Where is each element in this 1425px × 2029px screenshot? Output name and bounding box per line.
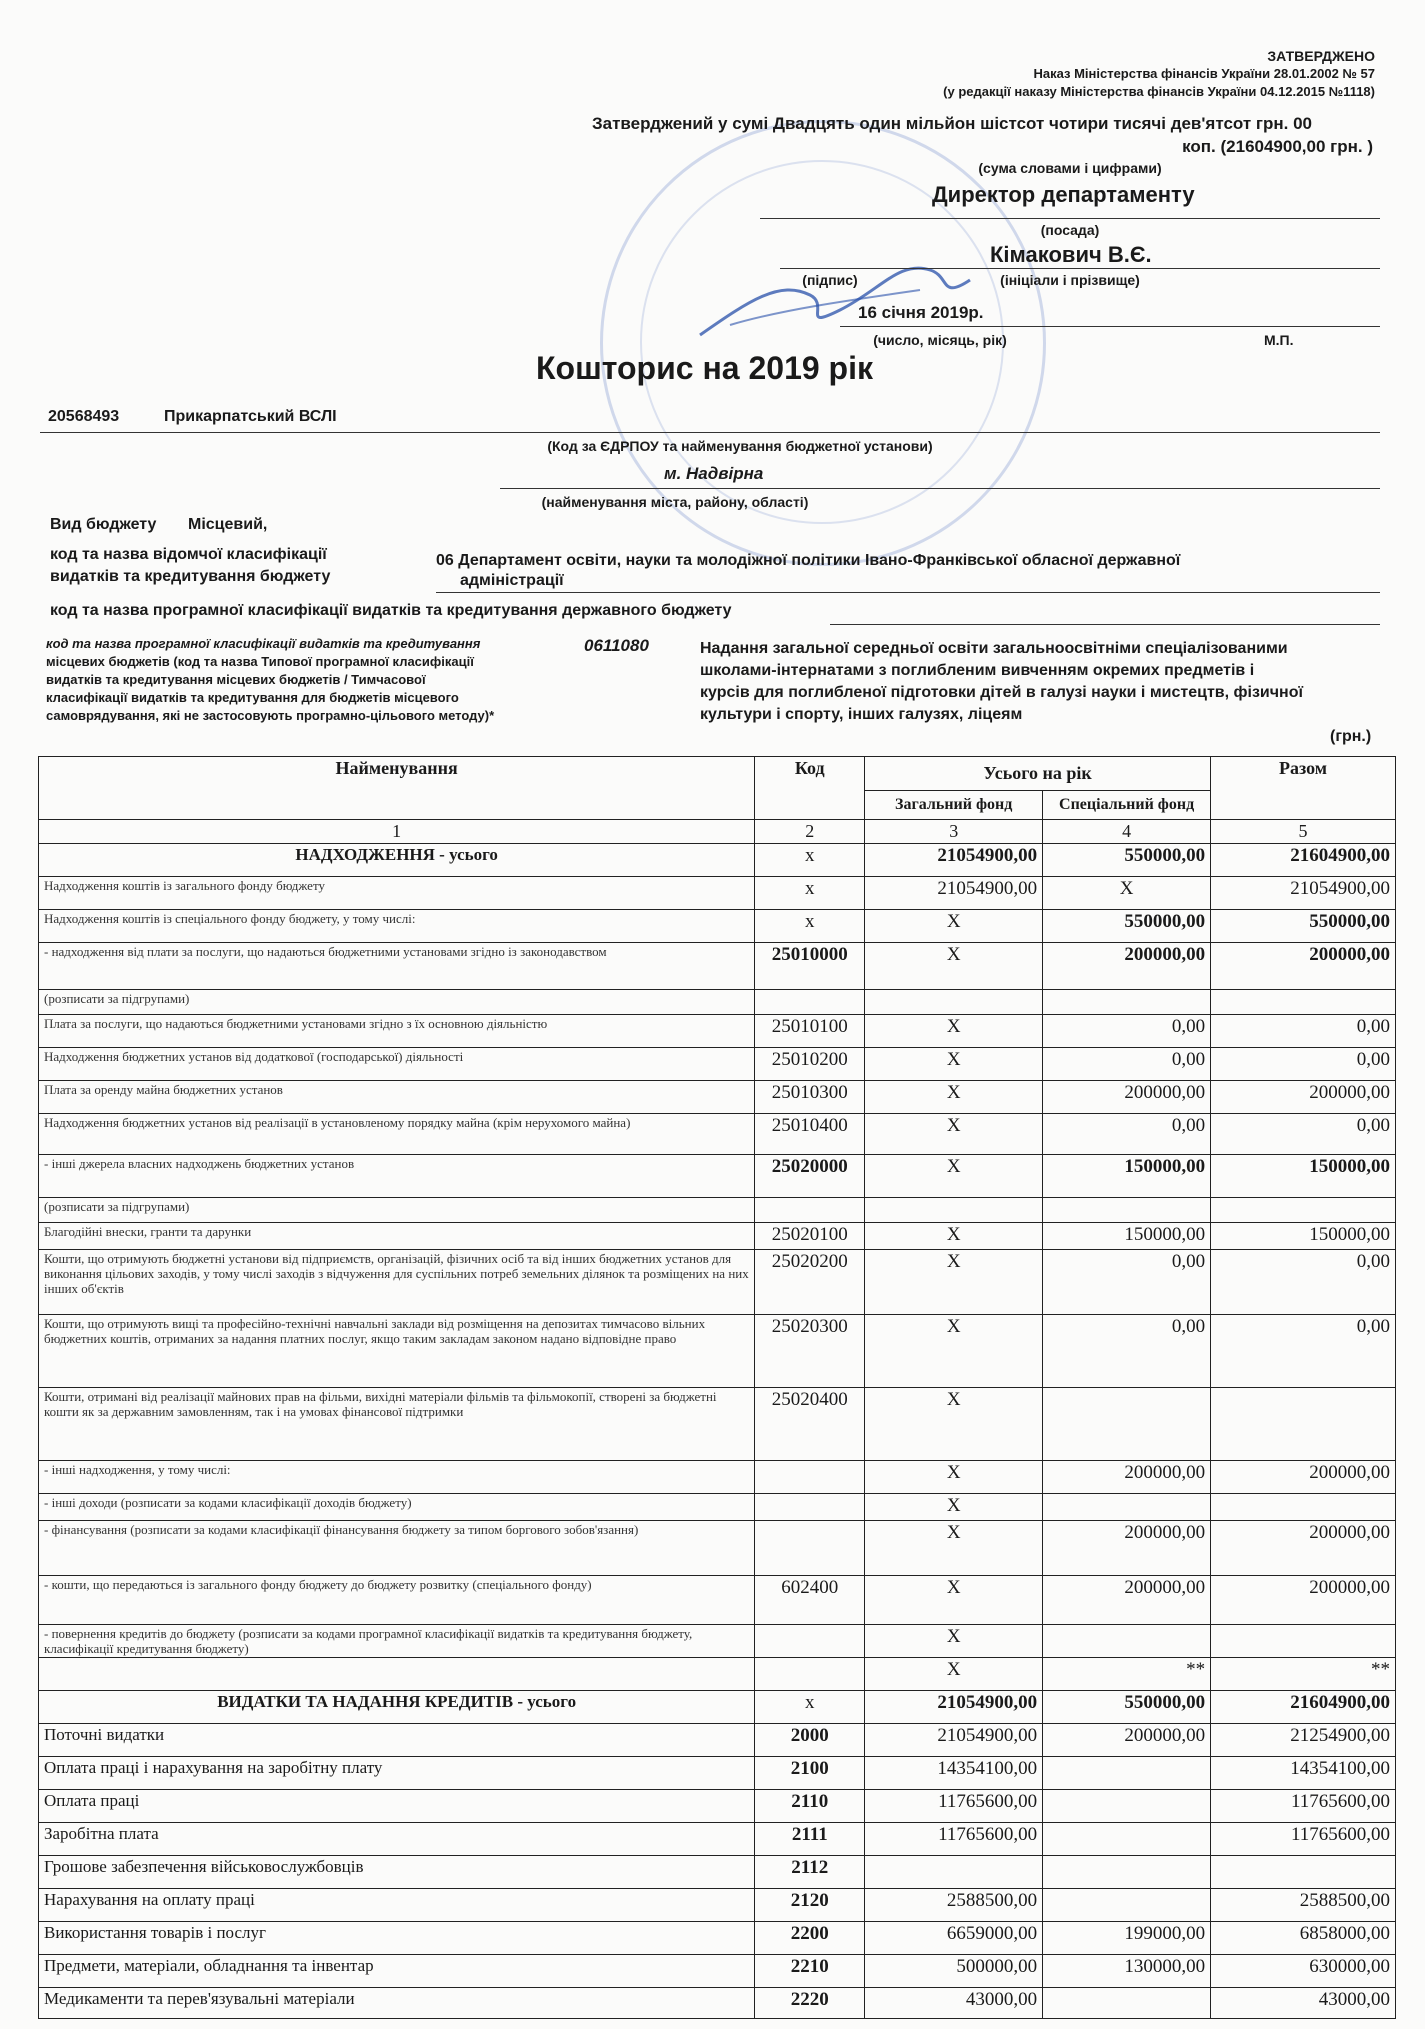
row-special-fund xyxy=(1043,1198,1211,1223)
row-code: 2200 xyxy=(755,1922,865,1955)
row-name: Предмети, матеріали, обладнання та інвентар xyxy=(39,1955,755,1988)
name-underline xyxy=(780,268,1380,269)
table-row xyxy=(39,1155,1396,1198)
row-total: 630000,00 xyxy=(1211,1955,1396,1988)
row-special-fund xyxy=(1043,1494,1211,1521)
row-general-fund: Х xyxy=(865,1576,1043,1625)
row-code: 25020400 xyxy=(755,1388,865,1461)
row-code: 602400 xyxy=(755,1576,865,1625)
signature-caption: (підпис) xyxy=(802,272,858,288)
table-row xyxy=(39,1625,1396,1658)
row-general-fund: 11765600,00 xyxy=(865,1823,1043,1856)
row-general-fund: 21054900,00 xyxy=(865,877,1043,910)
row-special-fund xyxy=(1043,1388,1211,1461)
row-code xyxy=(755,1494,865,1521)
approval-amount-line2: коп. (21604900,00 грн. ) xyxy=(1182,137,1373,156)
row-general-fund: Х xyxy=(865,1315,1043,1388)
row-general-fund: Х xyxy=(865,1461,1043,1494)
row-name: Плата за оренду майна бюджетних установ xyxy=(39,1081,755,1114)
row-name: Благодійні внески, гранти та дарунки xyxy=(39,1223,755,1250)
row-name: Використання товарів і послуг xyxy=(39,1922,755,1955)
row-special-fund: 0,00 xyxy=(1043,1015,1211,1048)
row-name: Медикаменти та перев'язувальні матеріали xyxy=(39,1988,755,2019)
table-row xyxy=(39,1823,1396,1856)
table-row xyxy=(39,844,1396,877)
table-row xyxy=(39,1048,1396,1081)
row-special-fund: ** xyxy=(1043,1658,1211,1691)
row-total: 0,00 xyxy=(1211,1250,1396,1315)
header-num-3: 3 xyxy=(865,820,1043,844)
row-name: Надходження коштів із спеціального фонду бюджету, у тому числі: xyxy=(39,910,755,943)
header-num-4: 4 xyxy=(1043,820,1211,844)
row-code xyxy=(755,1521,865,1576)
row-code: х xyxy=(755,910,865,943)
row-name: НАДХОДЖЕННЯ - усього xyxy=(39,844,755,877)
row-name: Плата за послуги, що надаються бюджетними установами згідно з їх основною діяльністю xyxy=(39,1015,755,1048)
approver-position: Директор департаменту xyxy=(932,182,1195,207)
row-code: 2120 xyxy=(755,1889,865,1922)
row-special-fund: 150000,00 xyxy=(1043,1223,1211,1250)
row-total: ** xyxy=(1211,1658,1396,1691)
table-row xyxy=(39,1521,1396,1576)
table-row xyxy=(39,943,1396,990)
table-row xyxy=(39,1757,1396,1790)
table-row xyxy=(39,1988,1396,2019)
row-special-fund xyxy=(1043,1625,1211,1658)
row-name: - повернення кредитів до бюджету (розписати за кодами програмної класифікації видатків та кредитування бюджету, класифікації кредитування бюджету) xyxy=(39,1625,755,1658)
city-underline xyxy=(500,488,1380,489)
table-row xyxy=(39,1691,1396,1724)
row-special-fund: 550000,00 xyxy=(1043,910,1211,943)
table-row xyxy=(39,1223,1396,1250)
dept-label-1: код та назва відомчої класифікації xyxy=(50,546,327,563)
name-caption: (ініціали і прізвище) xyxy=(1000,272,1140,288)
row-total: 200000,00 xyxy=(1211,1081,1396,1114)
row-code xyxy=(755,1658,865,1691)
row-name: - надходження від плати за послуги, що надаються бюджетними установами згідно із законодавством xyxy=(39,943,755,990)
row-total: 200000,00 xyxy=(1211,1461,1396,1494)
row-general-fund: 43000,00 xyxy=(865,1988,1043,2019)
row-general-fund: Х xyxy=(865,1250,1043,1315)
document-title: Кошторис на 2019 рік xyxy=(536,350,873,386)
table-row xyxy=(39,1576,1396,1625)
row-general-fund: 2588500,00 xyxy=(865,1889,1043,1922)
row-name: Надходження бюджетних установ від реалізації в установленому порядку майна (крім нерухомого майна) xyxy=(39,1114,755,1155)
row-general-fund: 21054900,00 xyxy=(865,1691,1043,1724)
header-name: Найменування xyxy=(39,757,755,820)
row-code: 25010000 xyxy=(755,943,865,990)
row-code: 25020200 xyxy=(755,1250,865,1315)
row-name: (розписати за підгрупами) xyxy=(39,990,755,1015)
row-code xyxy=(755,1198,865,1223)
row-general-fund: Х xyxy=(865,1494,1043,1521)
dept-value-1: 06 Департамент освіти, науки та молодіжної політики Івано-Франківської обласної державної xyxy=(436,552,1181,569)
row-general-fund: 14354100,00 xyxy=(865,1757,1043,1790)
row-special-fund: Х xyxy=(1043,877,1211,910)
row-general-fund: Х xyxy=(865,1015,1043,1048)
header-num-1: 1 xyxy=(39,820,755,844)
table-row xyxy=(39,1724,1396,1757)
row-special-fund: 200000,00 xyxy=(1043,943,1211,990)
local-prog-label-1: код та назва програмної класифікації видатків та кредитування xyxy=(46,636,481,651)
row-special-fund xyxy=(1043,1823,1211,1856)
row-code: 25010200 xyxy=(755,1048,865,1081)
row-total: 0,00 xyxy=(1211,1315,1396,1388)
row-total: 200000,00 xyxy=(1211,943,1396,990)
dept-value-2: адміністрації xyxy=(460,572,564,589)
row-general-fund: 11765600,00 xyxy=(865,1790,1043,1823)
budget-type-value: Місцевий, xyxy=(188,516,268,533)
budget-type-label: Вид бюджету xyxy=(50,516,157,533)
row-name: Кошти, що отримують бюджетні установи від підприємств, організацій, фізичних осіб та від інших бюджетних установ для виконання цільових заходів, у тому числі заходів з відчуження для суспільних потреб земельних ділянок та розміщених на них інших об'єктів xyxy=(39,1250,755,1315)
row-special-fund: 550000,00 xyxy=(1043,844,1211,877)
table-row xyxy=(39,1922,1396,1955)
row-code: х xyxy=(755,877,865,910)
row-total: 11765600,00 xyxy=(1211,1790,1396,1823)
local-prog-label-3: видатків та кредитування місцевих бюджетів / Тимчасової xyxy=(46,672,426,687)
table-row xyxy=(39,1015,1396,1048)
row-code: 25010400 xyxy=(755,1114,865,1155)
row-general-fund: 6659000,00 xyxy=(865,1922,1043,1955)
row-code: 25020000 xyxy=(755,1155,865,1198)
row-general-fund: Х xyxy=(865,1625,1043,1658)
table-row xyxy=(39,910,1396,943)
row-special-fund: 200000,00 xyxy=(1043,1461,1211,1494)
institution-city: м. Надвірна xyxy=(664,464,764,483)
row-special-fund: 199000,00 xyxy=(1043,1922,1211,1955)
row-general-fund: Х xyxy=(865,1223,1043,1250)
institution-underline xyxy=(40,432,1380,433)
row-name: - інші доходи (розписати за кодами класифікації доходів бюджету) xyxy=(39,1494,755,1521)
row-special-fund xyxy=(1043,1790,1211,1823)
header-general-fund: Загальний фонд xyxy=(865,790,1043,819)
row-general-fund: Х xyxy=(865,910,1043,943)
row-total: 21604900,00 xyxy=(1211,1691,1396,1724)
row-special-fund xyxy=(1043,1757,1211,1790)
row-code: 25020300 xyxy=(755,1315,865,1388)
row-code xyxy=(755,1461,865,1494)
row-general-fund: Х xyxy=(865,1521,1043,1576)
row-general-fund: Х xyxy=(865,943,1043,990)
row-name: Кошти, що отримують вищі та професійно-технічні навчальні заклади від розміщення на депозитах тимчасово вільних бюджетних коштів, отриманих за надання платних послуг, якщо таким закладам законом надано відповідне право xyxy=(39,1315,755,1388)
row-total xyxy=(1211,1388,1396,1461)
row-total xyxy=(1211,990,1396,1015)
date-underline xyxy=(840,326,1380,327)
row-name: - інші надходження, у тому числі: xyxy=(39,1461,755,1494)
header-num-2: 2 xyxy=(755,820,865,844)
row-special-fund xyxy=(1043,1988,1211,2019)
row-general-fund: Х xyxy=(865,1658,1043,1691)
row-name: Кошти, отримані від реалізації майнових прав на фільми, вихідні матеріали фільмів та фільмокопії, створені за бюджетні кошти як за державним замовленням, так і на умовах фінансової підтримки xyxy=(39,1388,755,1461)
amount-caption: (сума словами і цифрами) xyxy=(978,160,1162,176)
row-total xyxy=(1211,1856,1396,1889)
position-caption: (посада) xyxy=(1040,222,1100,238)
row-general-fund xyxy=(865,1198,1043,1223)
table-row xyxy=(39,990,1396,1015)
header-sum: Разом xyxy=(1211,757,1396,820)
position-underline xyxy=(760,218,1380,219)
dept-label-2: видатків та кредитування бюджету xyxy=(50,568,331,585)
approval-title: ЗАТВЕРДЖЕНО xyxy=(1267,48,1375,64)
row-total: 2588500,00 xyxy=(1211,1889,1396,1922)
row-total: 200000,00 xyxy=(1211,1576,1396,1625)
row-total: 21604900,00 xyxy=(1211,844,1396,877)
row-name: Оплата праці і нарахування на заробітну плату xyxy=(39,1757,755,1790)
row-total: 0,00 xyxy=(1211,1114,1396,1155)
row-name: ВИДАТКИ ТА НАДАННЯ КРЕДИТІВ - усього xyxy=(39,1691,755,1724)
row-special-fund: 0,00 xyxy=(1043,1114,1211,1155)
local-prog-label-2: місцевих бюджетів (код та назва Типової програмної класифікації xyxy=(46,654,474,669)
approval-order-edit: (у редакції наказу Міністерства фінансів України 04.12.2015 №1118) xyxy=(943,84,1375,99)
approval-amount-line1: Затверджений у сумі Двадцять один мільйон шістсот чотири тисячі дев'ятсот грн. 00 xyxy=(592,114,1313,133)
row-total: 0,00 xyxy=(1211,1048,1396,1081)
row-name: - фінансування (розписати за кодами класифікації фінансування бюджету за типом боргового зобов'язання) xyxy=(39,1521,755,1576)
row-special-fund: 200000,00 xyxy=(1043,1081,1211,1114)
local-prog-value-1: Надання загальної середньої освіти загальноосвітніми спеціалізованими xyxy=(700,640,1288,657)
header-num-5: 5 xyxy=(1211,820,1396,844)
date-caption: (число, місяць, рік) xyxy=(873,332,1007,348)
table-row xyxy=(39,1955,1396,1988)
row-special-fund: 200000,00 xyxy=(1043,1724,1211,1757)
row-special-fund: 550000,00 xyxy=(1043,1691,1211,1724)
row-special-fund xyxy=(1043,990,1211,1015)
row-special-fund xyxy=(1043,1889,1211,1922)
dept-underline xyxy=(436,592,1380,593)
unit-label: (грн.) xyxy=(1330,728,1372,745)
table-row xyxy=(39,1461,1396,1494)
estimate-table xyxy=(38,756,1396,2019)
row-name: Грошове забезпечення військовослужбовців xyxy=(39,1856,755,1889)
local-prog-value-2: школами-інтернатами з поглибленим вивченням окремих предметів і xyxy=(700,662,1255,679)
row-total: 43000,00 xyxy=(1211,1988,1396,2019)
row-total: 6858000,00 xyxy=(1211,1922,1396,1955)
table-row xyxy=(39,1315,1396,1388)
local-prog-label-5: самоврядування, які не застосовують програмно-цільового методу)* xyxy=(46,708,495,723)
table-row xyxy=(39,1114,1396,1155)
row-total: 550000,00 xyxy=(1211,910,1396,943)
local-prog-label-4: класифікації видатків та кредитування для бюджетів місцевого xyxy=(46,690,459,705)
institution-name: Прикарпатський ВСЛІ xyxy=(164,408,337,425)
row-name: Поточні видатки xyxy=(39,1724,755,1757)
row-total xyxy=(1211,1198,1396,1223)
table-row xyxy=(39,877,1396,910)
row-code: 2111 xyxy=(755,1823,865,1856)
row-general-fund: Х xyxy=(865,1114,1043,1155)
state-prog-underline xyxy=(830,624,1380,625)
row-general-fund: 21054900,00 xyxy=(865,844,1043,877)
row-code xyxy=(755,1625,865,1658)
row-code: х xyxy=(755,844,865,877)
table-row xyxy=(39,1856,1396,1889)
row-total xyxy=(1211,1625,1396,1658)
table-row xyxy=(39,1081,1396,1114)
local-prog-code: 0611080 xyxy=(584,636,649,655)
row-total: 21254900,00 xyxy=(1211,1724,1396,1757)
city-caption: (найменування міста, району, області) xyxy=(541,494,809,510)
header-special-fund: Спеціальний фонд xyxy=(1043,790,1211,819)
row-name: - кошти, що передаються із загального фонду бюджету до бюджету розвитку (спеціального фонду) xyxy=(39,1576,755,1625)
row-total xyxy=(1211,1494,1396,1521)
row-name: Заробітна плата xyxy=(39,1823,755,1856)
row-general-fund: Х xyxy=(865,1081,1043,1114)
row-name: Надходження бюджетних установ від додаткової (господарської) діяльності xyxy=(39,1048,755,1081)
row-name: - інші джерела власних надходжень бюджетних установ xyxy=(39,1155,755,1198)
row-code: 2000 xyxy=(755,1724,865,1757)
row-name: Нарахування на оплату праці xyxy=(39,1889,755,1922)
row-code: 25010100 xyxy=(755,1015,865,1048)
seal-mark: М.П. xyxy=(1264,332,1294,348)
row-general-fund: Х xyxy=(865,1155,1043,1198)
row-code: 2112 xyxy=(755,1856,865,1889)
header-year-total: Усього на рік xyxy=(865,757,1211,791)
row-total: 150000,00 xyxy=(1211,1155,1396,1198)
row-general-fund: Х xyxy=(865,1048,1043,1081)
row-name: (розписати за підгрупами) xyxy=(39,1198,755,1223)
table-row xyxy=(39,1494,1396,1521)
row-code xyxy=(755,990,865,1015)
table-row xyxy=(39,1790,1396,1823)
row-total: 14354100,00 xyxy=(1211,1757,1396,1790)
table-row xyxy=(39,1889,1396,1922)
table-row xyxy=(39,1658,1396,1691)
row-total: 200000,00 xyxy=(1211,1521,1396,1576)
row-code: 25010300 xyxy=(755,1081,865,1114)
row-total: 11765600,00 xyxy=(1211,1823,1396,1856)
row-special-fund: 150000,00 xyxy=(1043,1155,1211,1198)
institution-code: 20568493 xyxy=(48,408,120,425)
row-code: 2220 xyxy=(755,1988,865,2019)
approval-order: Наказ Міністерства фінансів України 28.01.2002 № 57 xyxy=(1033,66,1375,81)
approver-name: Кімакович В.Є. xyxy=(990,242,1152,267)
row-special-fund: 200000,00 xyxy=(1043,1576,1211,1625)
row-total: 21054900,00 xyxy=(1211,877,1396,910)
row-total: 150000,00 xyxy=(1211,1223,1396,1250)
approval-date: 16 січня 2019р. xyxy=(858,303,984,322)
row-special-fund: 130000,00 xyxy=(1043,1955,1211,1988)
row-total: 0,00 xyxy=(1211,1015,1396,1048)
row-code: 2210 xyxy=(755,1955,865,1988)
row-general-fund: 500000,00 xyxy=(865,1955,1043,1988)
row-name: Оплата праці xyxy=(39,1790,755,1823)
row-code: 2110 xyxy=(755,1790,865,1823)
row-general-fund: 21054900,00 xyxy=(865,1724,1043,1757)
row-code: х xyxy=(755,1691,865,1724)
row-special-fund xyxy=(1043,1856,1211,1889)
table-row xyxy=(39,1198,1396,1223)
table-row xyxy=(39,1388,1396,1461)
row-name: Надходження коштів із загального фонду бюджету xyxy=(39,877,755,910)
table-row xyxy=(39,1250,1396,1315)
local-prog-value-3: курсів для поглибленої підготовки дітей в галузі науки і мистецтв, фізичної xyxy=(700,684,1303,701)
local-prog-value-4: культури і спорту, інших галузях, ліцеям xyxy=(700,706,1023,723)
row-name xyxy=(39,1658,755,1691)
row-special-fund: 0,00 xyxy=(1043,1315,1211,1388)
row-special-fund: 200000,00 xyxy=(1043,1521,1211,1576)
row-special-fund: 0,00 xyxy=(1043,1250,1211,1315)
row-code: 2100 xyxy=(755,1757,865,1790)
header-code: Код xyxy=(755,757,865,820)
institution-caption: (Код за ЄДРПОУ та найменування бюджетної установи) xyxy=(547,438,933,454)
row-code: 25020100 xyxy=(755,1223,865,1250)
state-prog-label: код та назва програмної класифікації видатків та кредитування державного бюджету xyxy=(50,602,732,619)
row-general-fund: Х xyxy=(865,1388,1043,1461)
row-general-fund xyxy=(865,1856,1043,1889)
row-special-fund: 0,00 xyxy=(1043,1048,1211,1081)
row-general-fund xyxy=(865,990,1043,1015)
